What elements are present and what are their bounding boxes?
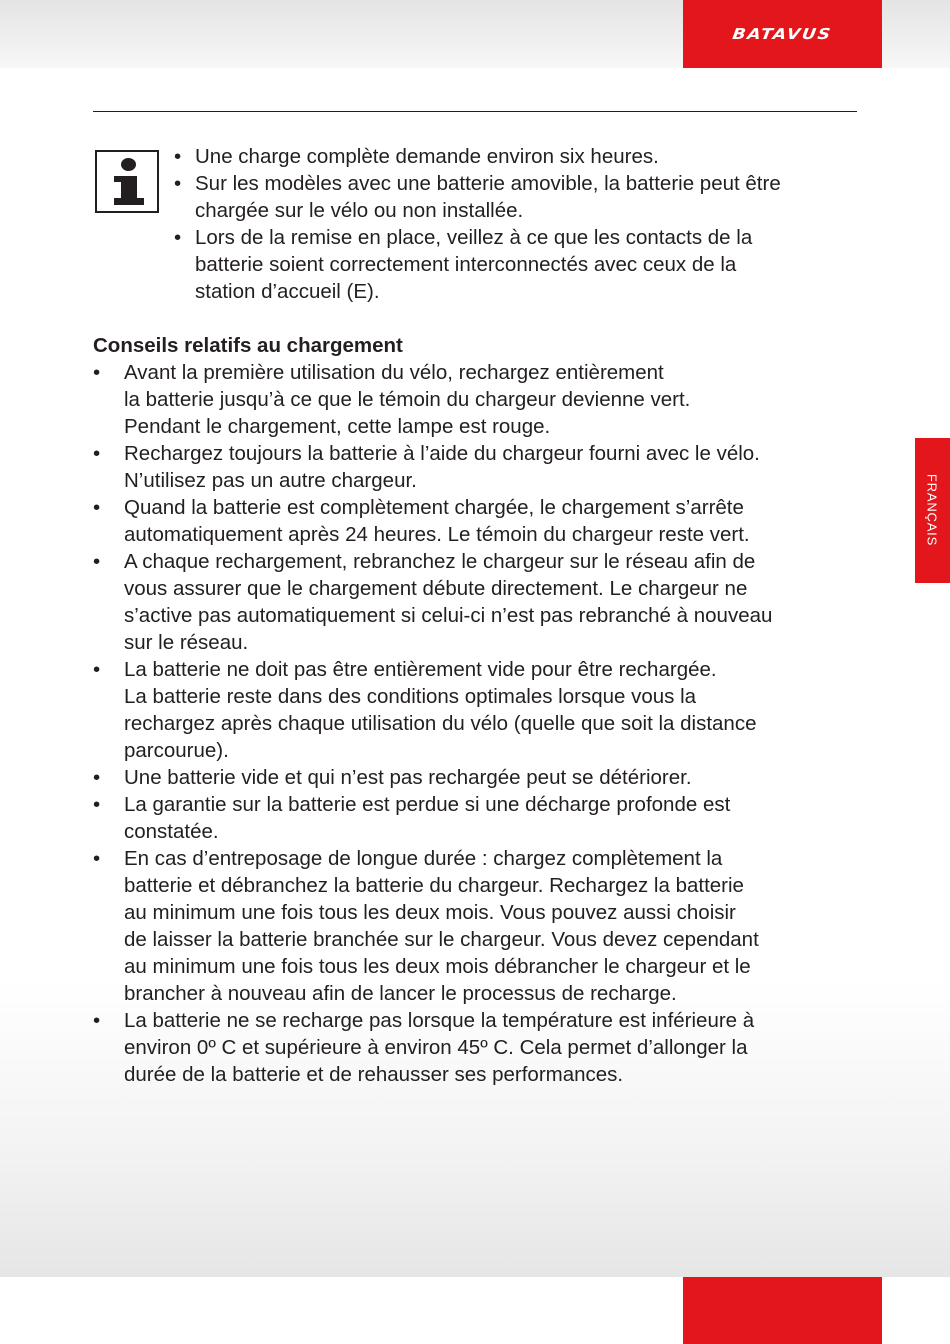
- list-item: [172, 170, 852, 224]
- section-heading: Conseils relatifs au chargement: [93, 334, 403, 357]
- line: constatée.: [124, 820, 219, 843]
- list-item: [93, 656, 853, 764]
- line: La batterie ne se recharge pas lorsque la température est inférieure à: [124, 1009, 755, 1032]
- line: environ 0º C et supérieure à environ 45º C. Cela permet d’allonger la: [124, 1036, 748, 1059]
- line: N’utilisez pas un autre chargeur.: [124, 469, 417, 492]
- list-item: [93, 548, 853, 656]
- line: A chaque rechargement, rebranchez le chargeur sur le réseau afin de: [124, 550, 756, 573]
- brand-logo: BATAVUS: [731, 25, 834, 43]
- bullet: •: [93, 496, 101, 519]
- line: Avant la première utilisation du vélo, rechargez entièrement: [124, 361, 664, 384]
- bullet: •: [93, 1009, 101, 1032]
- line: Sur les modèles avec une batterie amovible, la batterie peut être: [195, 172, 781, 195]
- line: vous assurer que le chargement débute directement. Le chargeur ne: [124, 577, 748, 600]
- bullet: •: [174, 172, 182, 195]
- line: brancher à nouveau afin de lancer le processus de recharge.: [124, 982, 677, 1005]
- bullet: •: [93, 793, 101, 816]
- line: Rechargez toujours la batterie à l’aide du chargeur fourni avec le vélo.: [124, 442, 760, 465]
- header-rule: [93, 111, 857, 112]
- bullet: •: [93, 766, 101, 789]
- line: Une charge complète demande environ six heures.: [195, 145, 659, 168]
- list-item: [172, 143, 852, 170]
- list-item: [93, 764, 853, 791]
- line: Une batterie vide et qui n’est pas rechargée peut se détériorer.: [124, 766, 692, 789]
- info-icon-dot: [121, 158, 136, 171]
- line: Lors de la remise en place, veillez à ce que les contacts de la: [195, 226, 753, 249]
- line: la batterie jusqu’à ce que le témoin du chargeur devienne vert.: [124, 388, 691, 411]
- line: En cas d’entreposage de longue durée : chargez complètement la: [124, 847, 723, 870]
- list-item: [172, 224, 852, 305]
- line: parcourue).: [124, 739, 229, 762]
- line: au minimum une fois tous les deux mois débrancher le chargeur et le: [124, 955, 751, 978]
- line: au minimum une fois tous les deux mois. Vous pouvez aussi choisir: [124, 901, 736, 924]
- footer-red-block: [683, 1277, 882, 1344]
- line: Pendant le chargement, cette lampe est rouge.: [124, 415, 551, 438]
- line: La garantie sur la batterie est perdue si une décharge profonde est: [124, 793, 731, 816]
- line: batterie soient correctement interconnectés avec ceux de la: [195, 253, 737, 276]
- bullet: •: [93, 442, 101, 465]
- line: La batterie ne doit pas être entièrement vide pour être rechargée.: [124, 658, 717, 681]
- charging-tips-list: [93, 359, 853, 1088]
- line: batterie et débranchez la batterie du chargeur. Rechargez la batterie: [124, 874, 744, 897]
- line: automatiquement après 24 heures. Le témoin du chargeur reste vert.: [124, 523, 750, 546]
- bullet: •: [93, 847, 101, 870]
- list-item: [93, 494, 853, 548]
- line: de laisser la batterie branchée sur le chargeur. Vous devez cependant: [124, 928, 759, 951]
- bullet: •: [93, 658, 101, 681]
- info-icon-base: [114, 198, 144, 205]
- line: sur le réseau.: [124, 631, 249, 654]
- line: s’active pas automatiquement si celui-ci n’est pas rebranché à nouveau: [124, 604, 773, 627]
- line: durée de la batterie et de rehausser ses performances.: [124, 1063, 624, 1086]
- bullet: •: [174, 226, 182, 249]
- list-item: [93, 791, 853, 845]
- line: La batterie reste dans des conditions optimales lorsque vous la: [124, 685, 697, 708]
- line: rechargez après chaque utilisation du vélo (quelle que soit la distance: [124, 712, 757, 735]
- line: chargée sur le vélo ou non installée.: [195, 199, 524, 222]
- bullet: •: [174, 145, 182, 168]
- list-item: [93, 845, 853, 1007]
- bullet: •: [93, 550, 101, 573]
- info-note-list: [172, 143, 852, 305]
- line: station d’accueil (E).: [195, 280, 380, 303]
- language-tab-label: FRANÇAIS: [924, 473, 940, 547]
- list-item: [93, 1007, 853, 1088]
- bullet: •: [93, 361, 101, 384]
- line: Quand la batterie est complètement chargée, le chargement s’arrête: [124, 496, 744, 519]
- list-item: [93, 440, 853, 494]
- info-icon: [95, 150, 159, 213]
- list-item: [93, 359, 853, 440]
- brand-logo-block: [683, 0, 882, 68]
